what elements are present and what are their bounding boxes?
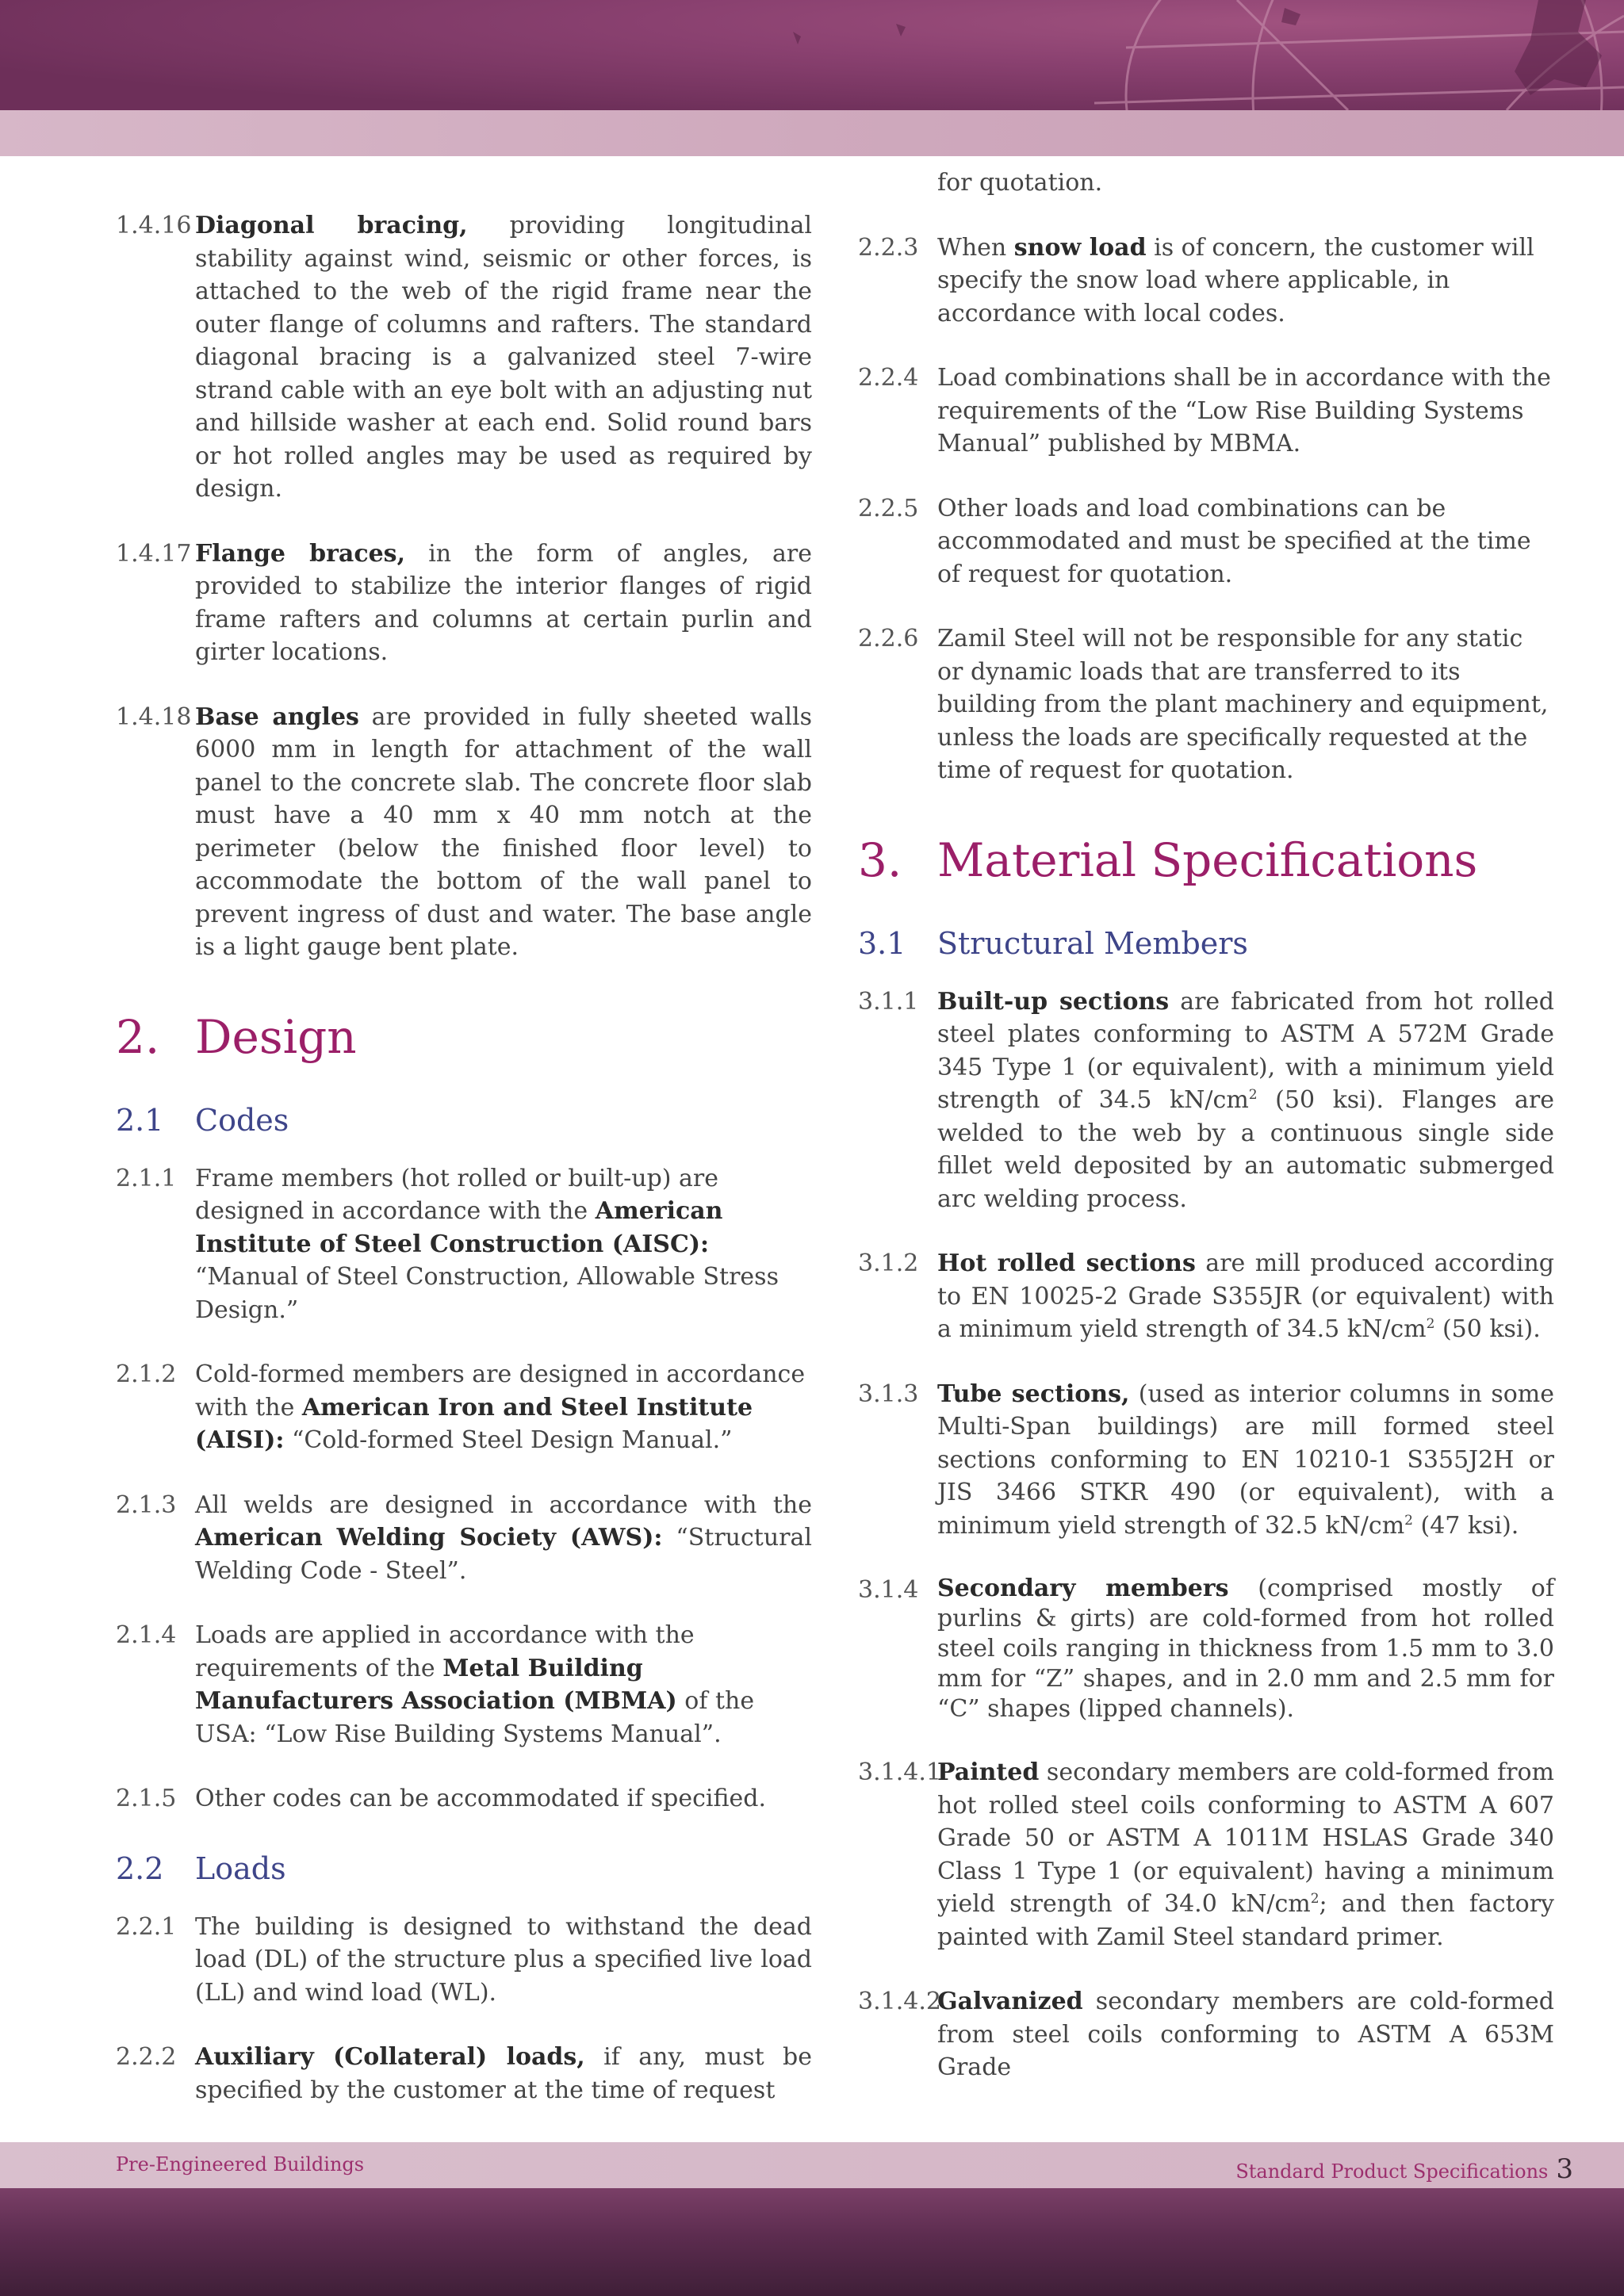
item-number: 2.2.2 [116, 2043, 177, 2071]
subsection-heading-codes [116, 1099, 812, 1142]
subsection-title: Structural Members [937, 925, 1248, 961]
header-strip [0, 110, 1624, 156]
item-term: snow load [1013, 233, 1147, 262]
item-term: Tube sections, [937, 1380, 1130, 1408]
section-title: Material Specifications [937, 832, 1478, 887]
section-title: Design [195, 1009, 357, 1064]
page-number: 3 [1556, 2153, 1573, 2185]
item-text: “Structural Welding Code - Steel”. [195, 1524, 812, 1585]
item-text: Zamil Steel will not be responsible for any static or dynamic loads that are transferred to its building from the plant machinery and equipment, unless the loads are specifically requested at the time of request for quotation. [937, 625, 1549, 784]
item-term: Secondary members [937, 1575, 1229, 1602]
item-number: 2.1.1 [116, 1164, 177, 1192]
item-text: Cold-formed members are designed in accordance with the [195, 1360, 806, 1422]
superscript: 2 [1248, 1087, 1258, 1103]
item-text: (comprised mostly of purlins & girts) are cold-formed from hot rolled steel coils ranging in thickness from 1.5 mm to 3.0 mm for “Z” shapes, and in 2.0 mm and 2.5 mm for “C” shapes (lipped channels). [937, 1575, 1554, 1723]
item-text: are provided in fully sheeted walls 6000 mm in length for attachment of the wall panel to the concrete slab. The concrete floor slab must have a 40 mm x 40 mm notch at the perimeter (below the finished floor level) to accommodate the bottom of the wall panel to prevent ingress of dust and water. The base angle is a light gauge bent plate. [195, 702, 812, 961]
item-2-2-6 [858, 622, 1554, 787]
section-heading-design [116, 1007, 812, 1067]
subsection-number: 3.1 [858, 925, 906, 961]
item-2-2-2 [116, 2041, 812, 2107]
item-3-1-2 [858, 1247, 1554, 1346]
item-number: 2.2.4 [858, 364, 919, 392]
item-text: (50 ksi). [1434, 1315, 1541, 1343]
item-text: “Manual of Steel Construction, Allowable Stress Design.” [195, 1263, 779, 1324]
section-heading-material-specifications [858, 830, 1554, 890]
section-number: 3. [858, 832, 902, 887]
footer-document-title [1235, 2153, 1573, 2185]
item-text: The building is designed to withstand the dead load (DL) of the structure plus a specified live load (LL) and wind load (WL). [195, 1912, 812, 2007]
item-text: secondary members are cold-formed from steel coils conforming to ASTM A 653M Grade [937, 1988, 1554, 2081]
item-3-1-3 [858, 1378, 1554, 1543]
item-number: 2.2.6 [858, 625, 919, 652]
item-2-1-2 [116, 1358, 812, 1457]
item-text: is of concern, the customer will specify the snow load where applicable, in accordance with local codes. [937, 233, 1534, 327]
item-number: 3.1.4.2 [858, 1988, 941, 2015]
item-text: providing longitudinal stability against wind, seismic or other forces, is attached to the web of the rigid frame near the outer flange of columns and rafters. The standard diagonal bracing is a galvanized steel 7-wire strand cable with an eye bolt with an adjusting nut and hillside washer at each end. Solid round bars or hot rolled angles may be used as required by design. [195, 212, 812, 503]
item-text: Load combinations shall be in accordance with the requirements of the “Low Rise Building Systems Manual” published by MBMA. [937, 364, 1551, 457]
item-number: 1.4.17 [116, 539, 192, 568]
item-number: 2.1.3 [116, 1490, 177, 1519]
superscript: 2 [1404, 1512, 1413, 1529]
subsection-heading-structural-members [858, 922, 1554, 965]
item-number: 1.4.18 [116, 702, 192, 731]
item-number: 3.1.1 [858, 987, 919, 1016]
continued-text: for quotation. [937, 169, 1103, 197]
item-text: secondary members are cold-formed from hot rolled steel coils conforming to ASTM A 607 Grade 50 or ASTM A 1011M HSLAS Grade 340 Class 1 Type 1 (or equivalent) having a minimum yield strength of 34.0 kN/cm [937, 1758, 1554, 1918]
subsection-title: Codes [195, 1102, 289, 1138]
item-2-1-5 [116, 1782, 812, 1816]
item-2-1-4 [116, 1619, 812, 1751]
item-text: in the form of angles, are provided to stabilize the interior flanges of rigid frame rafters and columns at certain purlin and girter locations. [195, 539, 812, 666]
item-term: Diagonal bracing, [195, 212, 468, 239]
item-text: All welds are designed in accordance with the [195, 1490, 812, 1519]
footer-publication-name: Pre-Engineered Buildings [116, 2153, 365, 2175]
item-number: 3.1.3 [858, 1380, 919, 1408]
item-term: American Institute of Steel Construction (AISC): [195, 1197, 723, 1258]
item-number: 3.1.2 [858, 1249, 919, 1277]
left-column [116, 166, 812, 2138]
item-1-4-17 [116, 538, 812, 669]
item-term: Built-up sections [937, 987, 1170, 1016]
header-banner [0, 0, 1624, 110]
item-text: (50 ksi). Flanges are welded to the web by a continuous single side fillet weld deposited by an automatic submerged arc welding process. [937, 1086, 1554, 1213]
superscript: 2 [1310, 1891, 1320, 1907]
item-term: Hot rolled sections [937, 1249, 1196, 1277]
item-text: Other codes can be accommodated if specified. [195, 1785, 767, 1812]
item-text: Loads are applied in accordance with the requirements of the [195, 1621, 695, 1682]
superscript: 2 [1426, 1316, 1435, 1332]
item-2-2-1 [116, 1911, 812, 2010]
subsection-title: Loads [195, 1850, 286, 1886]
item-text: ; and then factory painted with Zamil Steel standard primer. [937, 1890, 1555, 1951]
item-number: 1.4.16 [116, 212, 192, 239]
item-2-2-5 [858, 492, 1554, 591]
item-3-1-4-1 [858, 1756, 1554, 1954]
item-1-4-18 [116, 701, 812, 964]
item-term: Flange braces, [195, 539, 406, 568]
item-number: 2.1.5 [116, 1785, 177, 1812]
item-term: American Welding Society (AWS): [195, 1524, 663, 1552]
item-number: 3.1.4 [858, 1576, 919, 1604]
item-text: are fabricated from hot rolled steel plates conforming to ASTM A 572M Grade 345 Type 1 (or equivalent), with a minimum yield strength of 34.5 kN/cm [937, 987, 1554, 1114]
item-number: 2.2.1 [116, 1912, 177, 1941]
item-3-1-1 [858, 985, 1554, 1216]
item-2-1-3 [116, 1489, 812, 1588]
subsection-number: 2.1 [116, 1102, 164, 1138]
right-column [858, 166, 1554, 2116]
footer-title: Standard Product Specifications [1235, 2160, 1549, 2183]
item-text: if any, must be specified by the customer at the time of request [195, 2043, 812, 2104]
section-number: 2. [116, 1009, 160, 1064]
item-2-2-3 [858, 232, 1554, 331]
item-text: Frame members (hot rolled or built-up) are designed in accordance with the [195, 1164, 719, 1225]
item-number: 3.1.4.1 [858, 1758, 941, 1786]
item-text: are mill produced according to EN 10025-2 Grade S355JR (or equivalent) with a minimum yield strength of 34.5 kN/cm [937, 1249, 1555, 1343]
item-1-4-16 [116, 209, 812, 506]
subsection-number: 2.2 [116, 1850, 164, 1886]
globe-graphic [0, 0, 1624, 110]
item-text: Other loads and load combinations can be accommodated and must be specified at the time of request for quotation. [937, 494, 1531, 588]
item-text: (used as interior columns in some Multi-Span buildings) are mill formed steel sections conforming to EN 10210-1 S355J2H or JIS 3466 STKR 490 (or equivalent), with a minimum yield strength of 32.5 kN/cm [937, 1380, 1554, 1540]
footer-banner [0, 2188, 1624, 2296]
item-term: Galvanized [937, 1988, 1083, 2015]
item-number: 2.1.2 [116, 1360, 177, 1388]
subsection-heading-loads [116, 1847, 812, 1890]
item-term: Base angles [195, 702, 359, 731]
item-text: When [937, 233, 1014, 262]
item-2-2-4 [858, 362, 1554, 461]
item-term: American Iron and Steel Institute (AISI): [195, 1393, 753, 1454]
item-text: (47 ksi). [1412, 1511, 1519, 1540]
item-number: 2.2.3 [858, 233, 919, 262]
item-3-1-4 [858, 1574, 1554, 1724]
item-number: 2.1.4 [116, 1621, 177, 1649]
item-text: of the USA: “Low Rise Building Systems Manual”. [195, 1687, 755, 1748]
item-term: Metal Building Manufacturers Association (MBMA) [195, 1654, 677, 1715]
item-text: “Cold-formed Steel Design Manual.” [284, 1426, 733, 1454]
item-term: Painted [937, 1758, 1040, 1786]
item-3-1-4-2 [858, 1985, 1554, 2084]
item-number: 2.2.5 [858, 494, 919, 522]
item-2-1-1 [116, 1162, 812, 1327]
item-term: Auxiliary (Collateral) loads, [195, 2043, 585, 2071]
